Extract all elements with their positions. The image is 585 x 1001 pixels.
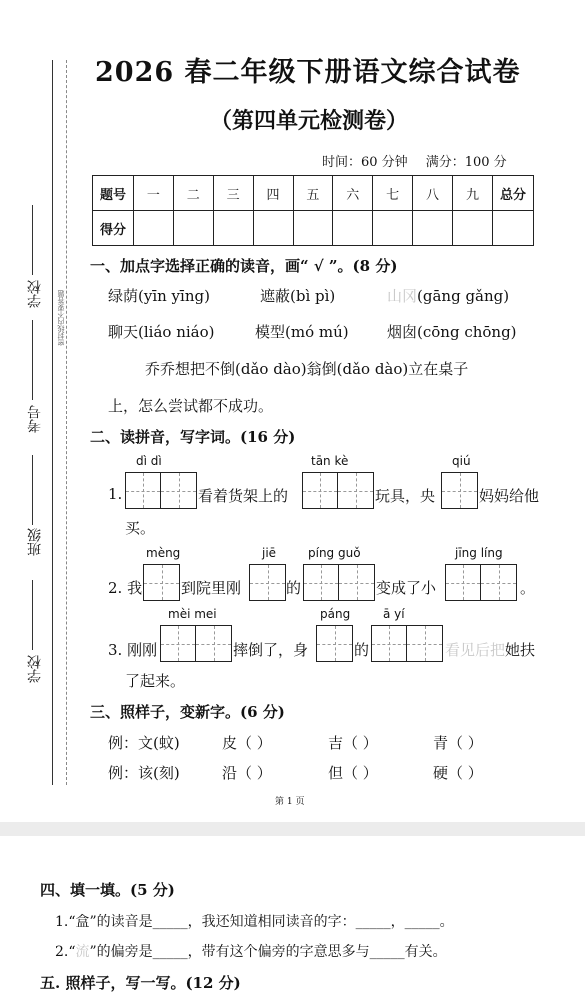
s2-q3-text: 的 [354,641,370,659]
s2-q2-text: 的 [286,579,302,597]
binding-line [52,60,53,785]
s3-blank[interactable]: 皮（ ） [222,734,272,752]
s3-blank[interactable]: 青（ ） [433,734,483,752]
tianzige-box[interactable] [445,564,517,601]
score-cell: 三 [213,176,253,211]
pinyin-label: tān kè [311,454,349,468]
s1-sentence-line-2: 上，怎么尝试都不成功。 [108,397,274,415]
seal-dashed-line [66,60,67,785]
tianzige-box[interactable] [249,564,286,601]
s3-blank[interactable]: 硬（ ） [433,764,483,782]
exam-time-info [322,151,525,170]
s1-item-1: 绿荫(yīn yīng) [108,287,210,305]
margin-blank-class [32,455,33,525]
pinyin-label: páng [320,607,351,621]
score-cell: 二 [173,176,213,211]
s4-item-2 [55,941,447,961]
pinyin-label: dì dì [136,454,162,468]
s2-q3-text: 3. 刚刚 [108,641,158,659]
score-blank[interactable] [213,211,253,246]
s2-q2-text: 变成了小 [376,579,437,597]
time-limit: 时间：60 分钟 [322,155,408,170]
score-cell: 七 [373,176,413,211]
s1-item-6: 烟囱(cōng chōng) [387,323,517,341]
exam-subtitle: （第四单元检测卷） [210,108,409,134]
margin-label-school-top: 学校 [27,280,43,308]
seal-note: 密封线内不要答题 [57,290,65,346]
score-blank[interactable] [173,211,213,246]
section-1-heading: 一、加点字选择正确的读音，画“ √ ”。(8 分) [90,257,398,275]
s2-q3-text-tail: 她扶 [505,641,536,659]
s3-blank[interactable]: 但（ ） [328,764,378,782]
exam-title: 2026 春二年级下册语文综合试卷 [95,57,521,88]
s2-q3-text [445,639,535,660]
tianzige-box[interactable] [302,472,374,509]
s1-item-2: 遮蔽(bì pì) [260,287,336,305]
margin-label-exam-no: 考号 [27,405,43,433]
s1-sentence-line-1: 乔乔想把不倒(dǎo dào)翁倒(dǎo dào)立在桌子 [145,360,469,378]
pinyin-label: jīng líng [455,546,503,560]
pinyin-label: mèng [146,546,181,560]
score-cell: 九 [453,176,493,211]
score-table [92,175,534,246]
score-blank[interactable] [253,211,293,246]
s4-item-2-num: 2.“ [55,944,76,960]
score-blank[interactable] [134,211,174,246]
score-cell: 六 [333,176,373,211]
tianzige-box[interactable] [303,564,375,601]
pinyin-label: jiē [262,546,277,560]
s4-item-1: 1.“盒”的读音是_____，我还知道相同读音的字：_____，_____。 [55,914,454,930]
s2-q1-text: 玩具，央 [375,487,436,505]
s1-item-3 [387,285,509,306]
score-cell: 五 [293,176,333,211]
score-cell: 总分 [493,176,534,211]
score-blank[interactable] [493,211,534,246]
score-cell: 四 [253,176,293,211]
s2-q1-text: 买。 [125,519,156,537]
s2-q2-text: 2. 我 [108,579,143,597]
watermark-text: 山冈 [387,287,418,305]
score-table-header-row [93,176,534,211]
s2-q1-text: 看着货架上的 [198,487,289,505]
tianzige-box[interactable] [441,472,478,509]
score-table-score-row [93,211,534,246]
score-row-label: 得分 [93,211,134,246]
s2-q3-text: 了起来。 [125,672,186,690]
pinyin-label: ā yí [383,607,405,621]
score-blank[interactable] [453,211,493,246]
full-score: 满分：100 分 [425,155,507,170]
s2-q1-text: 妈妈给他 [479,487,540,505]
tianzige-box[interactable] [371,625,443,662]
s3-blank[interactable]: 吉（ ） [328,734,378,752]
s2-q2-text: 到院里刚 [181,579,242,597]
s3-example-1: 例：文(蚊) [108,734,180,752]
s1-item-3-pinyin: (gāng gǎng) [417,287,510,305]
exam-page-2 [0,836,585,1001]
margin-blank-school-bottom [32,580,33,650]
pinyin-label: píng guǒ [308,546,361,560]
s1-item-4: 聊天(liáo niáo) [108,323,215,341]
s3-blank[interactable]: 沿（ ） [222,764,272,782]
page-number: 第 1 页 [275,797,305,807]
tianzige-box[interactable] [160,625,232,662]
score-cell: 题号 [93,176,134,211]
tianzige-box[interactable] [316,625,353,662]
tianzige-box[interactable] [143,564,180,601]
pinyin-label: mèi mei [168,607,217,621]
score-cell: 一 [134,176,174,211]
pinyin-label: qiú [452,454,471,468]
score-blank[interactable] [373,211,413,246]
watermark-text: 流 [75,944,90,960]
tianzige-box[interactable] [125,472,197,509]
section-2-heading: 二、读拼音，写字词。(16 分) [90,428,296,446]
score-blank[interactable] [333,211,373,246]
score-cell: 八 [413,176,453,211]
s2-q2-text: 。 [520,579,536,597]
s1-item-5: 模型(mó mú) [255,323,349,341]
score-blank[interactable] [413,211,453,246]
margin-label-school-bottom: 学校 [27,655,43,683]
watermark-text: 看见后把 [445,641,506,659]
score-blank[interactable] [293,211,333,246]
s3-example-2: 例：该(刻) [108,764,180,782]
margin-blank-exam-no [32,320,33,400]
s4-item-2-text: ”的偏旁是_____，带有这个偏旁的字意思多与_____有关。 [89,944,447,960]
margin-label-class: 班级 [27,528,43,556]
margin-blank-school-top [32,205,33,275]
section-4-heading: 四、填一填。(5 分) [40,881,175,899]
s2-q3-text: 摔倒了，身 [233,641,309,659]
s2-q1-number: 1. [108,485,123,503]
section-5-heading: 五. 照样子，写一写。(12 分) [40,974,241,992]
section-3-heading: 三、照样子，变新字。(6 分) [90,703,285,721]
